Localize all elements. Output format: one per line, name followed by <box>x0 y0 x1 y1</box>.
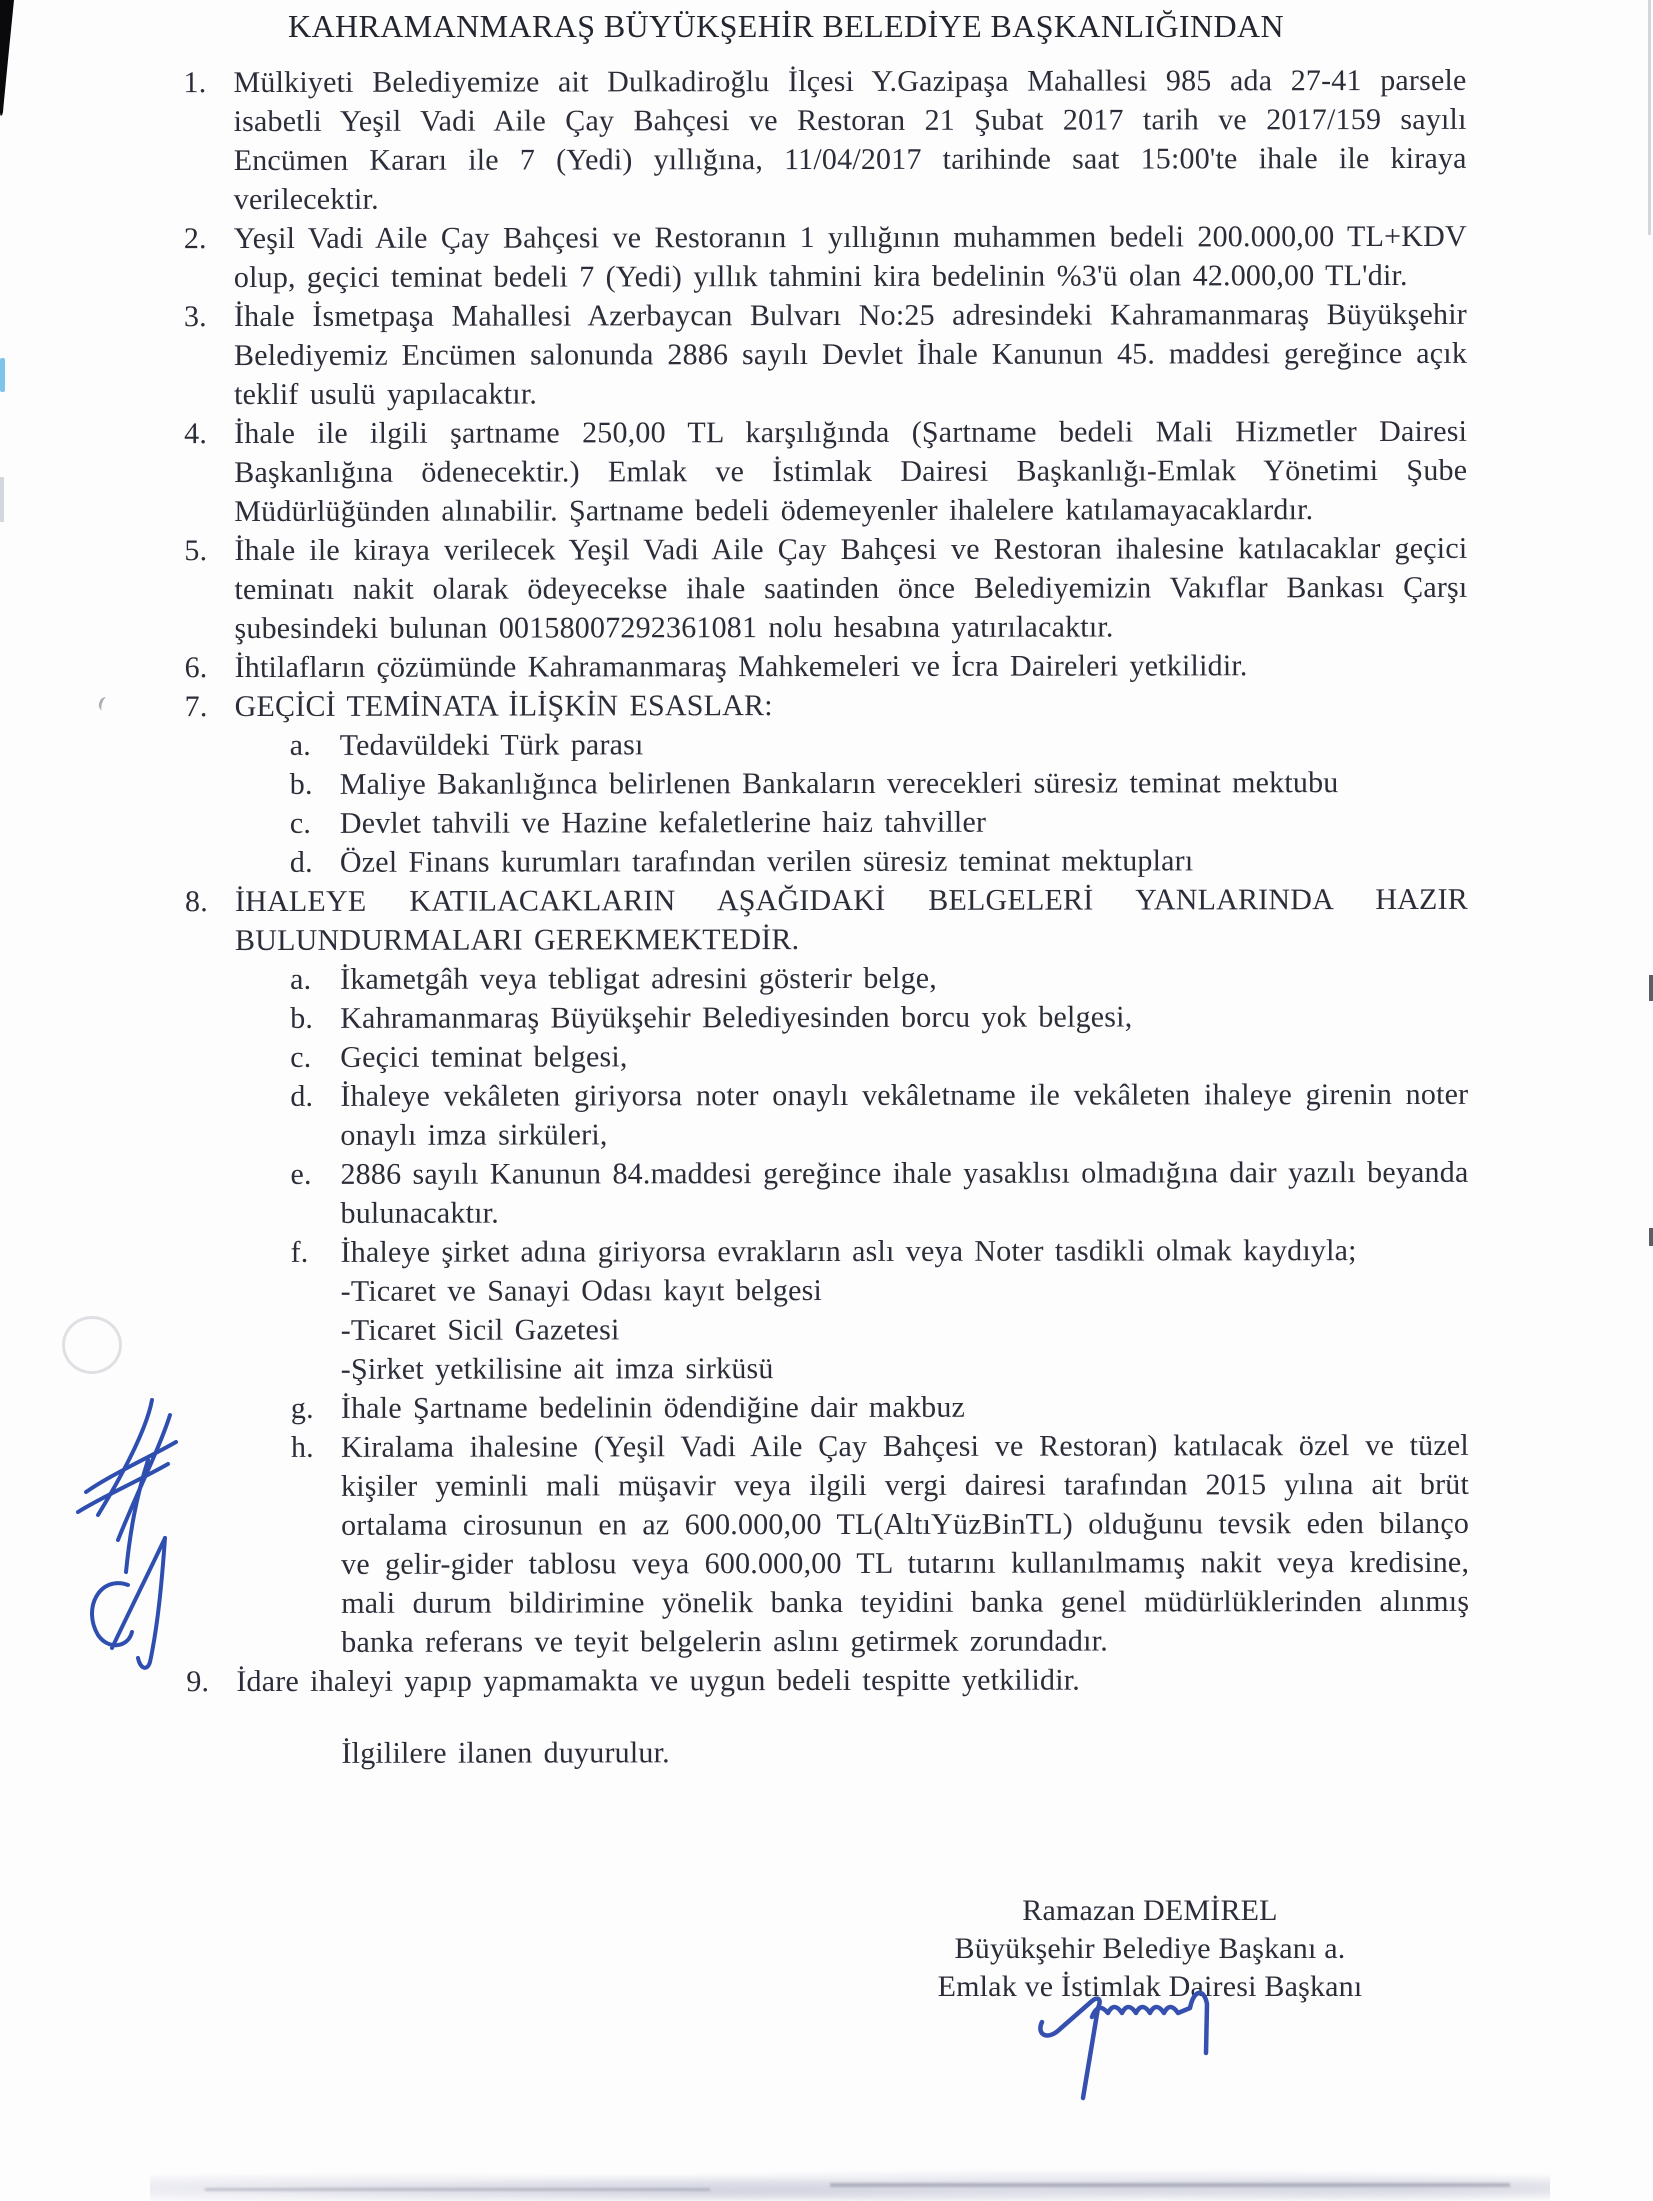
sub-item-8e <box>290 1153 1468 1233</box>
sub-item-8f-dash-1-spacer <box>291 1272 341 1311</box>
list-item-1-text: Mülkiyeti Belediyemize ait Dulkadiroğlu İlçesi Y.Gazipaşa Mahallesi 985 ada 27-41 parsele isabetli Yeşil Vadi Aile Çay Bahçesi ve Restoran 21 Şubat 2017 tarih ve 2017/159 sayılı Encümen Kararı ile 7 (Yedi) yıllığına, 11/04/2017 tarihinde saat 15:00'te ihale ile kiraya verilecektir. <box>233 63 1467 217</box>
bottom-smudge-line-1 <box>205 2188 710 2191</box>
document-title: KAHRAMANMARAŞ BÜYÜKŞEHİR BELEDİYE BAŞKANLIĞINDAN <box>287 8 1285 44</box>
sub-item-8f <box>291 1231 1469 1272</box>
list-item-2-number: 2. <box>183 222 207 256</box>
list-item-7-text: GEÇİCİ TEMİNATA İLİŞKİN ESASLAR: <box>234 689 773 724</box>
sub-item-8f-text: İhaleye şirket adına giriyorsa evrakların aslı veya Noter tasdikli olmak kaydıyla; <box>340 1234 1357 1269</box>
sub-item-8a <box>290 958 1468 999</box>
sub-item-8g <box>291 1387 1469 1428</box>
list-item-6 <box>185 646 1468 687</box>
sub-item-7a-letter: a. <box>289 728 311 762</box>
sub-item-8b-letter: b. <box>290 1001 314 1035</box>
list-item-1 <box>184 61 1467 219</box>
sub-item-7d <box>290 841 1468 882</box>
list-item-1-number: 1. <box>183 66 207 100</box>
list-item-3-text: İhale İsmetpaşa Mahallesi Azerbaycan Bulvarı No:25 adresindeki Kahramanmaraş Büyükşehir Belediyemiz Encümen salonunda 2886 sayılı Devlet İhale Kanunun 45. maddesi gereğince açık teklif usulü yapılacaktır. <box>233 297 1468 412</box>
sub-item-7c-text: Devlet tahvili ve Hazine kefaletlerine haiz tahviller <box>339 805 987 840</box>
signatory-role-2: Emlak ve İstimlak Dairesi Başkanı <box>937 1970 1363 2003</box>
signatory-name: Ramazan DEMİREL <box>1022 1894 1278 1927</box>
sub-item-8e-text: 2886 sayılı Kanunun 84.maddesi gereğince ihale yasaklısı olmadığına dair yazılı beyanda bulunacaktır. <box>340 1155 1469 1230</box>
sub-item-8f-letter: f. <box>290 1235 309 1269</box>
sub-item-8a-text: İkametgâh veya tebligat adresini gösterir belge, <box>340 961 938 996</box>
list-item-2 <box>184 217 1467 297</box>
list-item-5-number: 5. <box>184 534 208 568</box>
sub-item-8c <box>290 1036 1468 1077</box>
bottom-smudge-line-2 <box>830 2183 1510 2187</box>
list-item-7-number: 7. <box>184 690 208 724</box>
left-edge-blue-artifact <box>0 358 5 392</box>
list-item-2-text: Yeşil Vadi Aile Çay Bahçesi ve Restoranın 1 yıllığının muhammen bedeli 200.000,00 TL+KDV olup, geçici teminat bedeli 7 (Yedi) yıllık tahmini kira bedelinin %3'ü olan 42.000,00 TL'dir. <box>233 219 1467 295</box>
sub-item-8f-dash-1 <box>291 1270 1469 1311</box>
closing-statement: İlgililere ilanen duyurulur. <box>341 1736 670 1770</box>
right-edge-mark-2 <box>1649 1228 1653 1246</box>
signature-ink-mark <box>1020 1975 1250 2115</box>
list-item-3-number: 3. <box>183 300 207 334</box>
sub-item-8f-dash-3 <box>291 1348 1469 1389</box>
sub-item-8b-text: Kahramanmaraş Büyükşehir Belediyesinden borcu yok belgesi, <box>340 1000 1133 1035</box>
stray-ink-mark <box>97 696 112 713</box>
list-item-8-number: 8. <box>184 885 208 919</box>
sub-item-8f-dash-1-text: -Ticaret ve Sanayi Odası kayıt belgesi <box>340 1274 823 1308</box>
list-item-4 <box>184 412 1467 531</box>
right-edge-mark-1 <box>1649 975 1653 1001</box>
sub-item-7b <box>290 763 1468 804</box>
sub-item-7b-text: Maliye Bakanlığınca belirlenen Bankaların verecekleri süresiz teminat mektubu <box>339 766 1339 801</box>
document-body <box>184 61 1470 1773</box>
list-item-4-number: 4. <box>184 417 208 451</box>
list-item-6-text: İhtilafların çözümünde Kahramanmaraş Mahkemeleri ve İcra Daireleri yetkilidir. <box>234 649 1248 685</box>
sub-item-8a-letter: a. <box>290 962 312 996</box>
list-item-4-text: İhale ile ilgili şartname 250,00 TL karşılığında (Şartname bedeli Mali Hizmetler Dairesi Başkanlığına ödenecektir.) Emlak ve İstimlak Dairesi Başkanlığı-Emlak Yönetimi Şube Müdürlüğünden alınabilir. Şartname bedeli ödemeyenler ihalelere katılamayacaklardır. <box>234 414 1468 529</box>
list-item-8-text: İHALEYE KATILACAKLARIN AŞAĞIDAKİ BELGELERİ YANLARINDA HAZIR BULUNDURMALARI GEREKMEKTEDİR. <box>234 882 1468 958</box>
sub-item-8b <box>290 997 1468 1038</box>
sub-item-8f-dash-2-text: -Ticaret Sicil Gazetesi <box>340 1313 620 1347</box>
sub-item-8g-text: İhale Şartname bedelinin ödendiğine dair makbuz <box>340 1390 966 1425</box>
list-item-6-number: 6. <box>184 651 208 685</box>
sub-item-8c-letter: c. <box>290 1040 312 1074</box>
list-item-9 <box>186 1660 1469 1701</box>
sub-item-8g-letter: g. <box>290 1391 314 1425</box>
sub-item-7a-text: Tedavüldeki Türk parası <box>339 728 644 762</box>
sub-item-8d-text: İhaleye vekâleten giriyorsa noter onaylı vekâletname ile vekâleten ihaleye girenin noter onaylı imza sirküleri, <box>340 1077 1469 1152</box>
list-item-9-text: İdare ihaleyi yapıp yapmamakta ve uygun bedeli tespitte yetkilidir. <box>236 1663 1081 1699</box>
sub-item-7d-text: Özel Finans kurumları tarafından verilen süresiz teminat mektupları <box>339 844 1194 879</box>
sub-item-8d-letter: d. <box>290 1079 314 1113</box>
sub-item-7b-letter: b. <box>289 767 313 801</box>
sub-item-8f-dash-2-spacer <box>291 1311 341 1350</box>
sub-item-8h-letter: h. <box>290 1430 314 1464</box>
bottom-smudge <box>150 2150 1550 2201</box>
list-item-3 <box>184 295 1467 414</box>
sub-item-7c-letter: c. <box>289 806 312 840</box>
sub-item-8f-dash-3-spacer <box>291 1350 341 1389</box>
list-item-7 <box>185 685 1468 882</box>
sub-item-8h-text: Kiralama ihalesine (Yeşil Vadi Aile Çay Bahçesi ve Restoran) katılacak özel ve tüzel kişiler yeminli mali müşavir veya ilgili vergi dairesi tarafından 2015 yılına ait brüt ortalama cirosunun en az 600.000,00 TL(AltıYüzBinTL) olduğunu tevsik eden bilanço ve gelir-gider tablosu veya 600.000,00 TL tutarını kullanılmamış nakit veya kredisine, mali durum bildirimine yönelik banka teyidini banka genel müdürlüklerinden alınmış banka referans ve teyit belgelerin aslını getirmek zorundadır. <box>340 1428 1470 1659</box>
scan-edge-artifact <box>0 0 20 120</box>
sub-item-8d <box>290 1075 1468 1155</box>
list-item-9-number: 9. <box>186 1665 210 1699</box>
right-edge-scan-line <box>1648 0 1651 235</box>
sub-item-7d-letter: d. <box>289 845 313 879</box>
signatory-role-1: Büyükşehir Belediye Başkanı a. <box>954 1932 1346 1965</box>
sub-item-7a <box>290 724 1468 765</box>
list-item-5-text: İhale ile kiraya verilecek Yeşil Vadi Aile Çay Bahçesi ve Restoran ihalesine katılacaklar geçici teminatı nakit olarak ödeyecekse ihale saatinden önce Belediyemizin Vakıflar Bankası Çarşı şubesindeki bulunan 00158007292361081 nolu hesabına yatırılacaktır. <box>234 531 1468 646</box>
sub-item-8f-dash-3-text: -Şirket yetkilisine ait imza sirküsü <box>340 1352 774 1386</box>
sub-item-7c <box>290 802 1468 843</box>
faint-circle-artifact <box>62 1316 122 1374</box>
list-item-5 <box>184 529 1467 648</box>
list-item-8 <box>185 880 1469 1662</box>
sub-item-8e-letter: e. <box>290 1157 312 1191</box>
sub-item-8h <box>291 1426 1469 1662</box>
sub-item-8f-dash-2 <box>291 1309 1469 1350</box>
sub-item-8c-text: Geçici teminat belgesi, <box>340 1040 628 1074</box>
left-edge-gray-artifact <box>0 477 4 522</box>
